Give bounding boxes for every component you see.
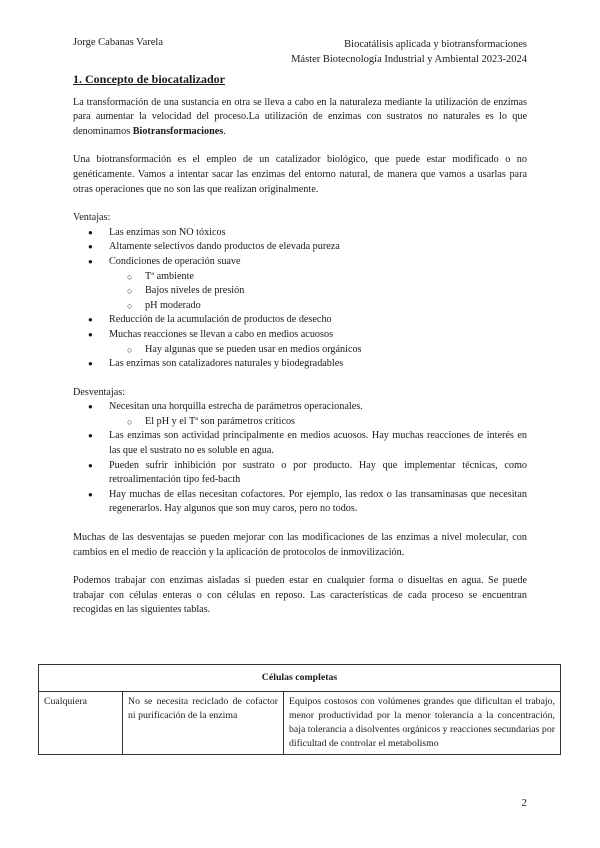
table-cell: Cualquiera [39,692,123,755]
table-cell: No se necesita reciclado de cofactor ni purificación de la enzima [123,692,284,755]
table-header: Células completas [39,665,561,692]
page-content [73,72,527,618]
definition-paragraph: Una biotransformación es el empleo de un catalizador biológico, que puede estar modificado o no genéticamente. Vamos a intentar sacar las enzimas del entorno natural, de manera que vamos a usarlas para otras operaciones que no son las que realizan originalmente. [73,154,527,195]
list-item: ● Condiciones de operación suave [73,255,527,270]
section-title: 1. Concepto de biocatalizador [73,72,225,86]
list-item: ● Altamente selectivos dando productos de elevada pureza [73,240,527,255]
page-number: 2 [521,797,527,809]
intro-bold-term: Biotransformaciones [132,125,224,137]
list-item: ● Las enzimas son NO tóxicos [73,226,527,241]
sub-list-item: ○ Bajos niveles de presión [73,284,527,299]
list-item: ● Reducción de la acumulación de productos de desecho [73,313,527,328]
list-item: ● Hay muchas de ellas necesitan cofactores. Por ejemplo, las redox o las transaminasas que necesitan regenerarlos. Hay algunos que son muy caros, pero no todos. [73,488,527,517]
intro-paragraph [73,96,527,140]
list-item: ● Pueden sufrir inhibición por sustrato o por producto. Hay que implementar técnicas, como retroalimentación tipo fed-bacth [73,459,527,488]
header-course: Biocatálisis aplicada y biotransformaciones [344,39,527,50]
header-author: Jorge Cabanas Varela [73,37,163,48]
disadvantages-list [73,400,527,517]
sub-list-item: ○ Hay algunas que se pueden usar en medios orgánicos [73,343,527,358]
improvements-paragraph: Muchas de las desventajas se pueden mejorar con las modificaciones de las enzimas a nivel molecular, con cambios en el medio de reacción y la aplicación de protocolos de inmovilización. [73,532,527,558]
sub-list-item: ○ Tª ambiente [73,270,527,285]
sub-list-item: ○ El pH y el Tª son parámetros críticos [73,415,527,430]
disadvantages-label: Desventajas: [73,386,126,398]
intro-text: La transformación de una sustancia en otra se lleva a cabo en la naturaleza mediante la utilización de enzimas para aumentar la velocidad del proceso.La utilización de enzimas con sustratos no naturales es lo que denominamos [73,96,527,137]
list-item: ● Las enzimas son catalizadores naturales y biodegradables [73,357,527,372]
sub-list-item: ○ pH moderado [73,299,527,314]
advantages-list [73,226,527,372]
list-item: ● Necesitan una horquilla estrecha de parámetros operacionales. [73,400,527,415]
whole-cells-table [38,664,561,755]
header-program: Máster Biotecnología Industrial y Ambiental 2023-2024 [291,54,527,65]
header-course-info [291,37,527,67]
advantages-label: Ventajas: [73,212,111,224]
list-item: ● Muchas reacciones se llevan a cabo en medios acuosos [73,328,527,343]
intro-end: . [223,125,226,137]
table-row [39,692,561,755]
table-cell: Equipos costosos con volúmenes grandes que dificultan el trabajo, menor productividad por la menor tolerancia a la concentración, baja tolerancia a disolventes orgánicos y reacciones secundarias por dificultad de controlar el metabolismo [284,692,561,755]
tables-intro-paragraph: Podemos trabajar con enzimas aisladas si pueden estar en cualquier forma o disueltas en agua. Se puede trabajar con células enteras o con células en reposo. Las características de cada proceso se encuentran recogidas en las siguientes tablas. [73,575,527,616]
list-item: ● Las enzimas son actividad principalmente en medios acuosos. Hay muchas reacciones de interés en las que el sustrato no es soluble en agua. [73,429,527,458]
